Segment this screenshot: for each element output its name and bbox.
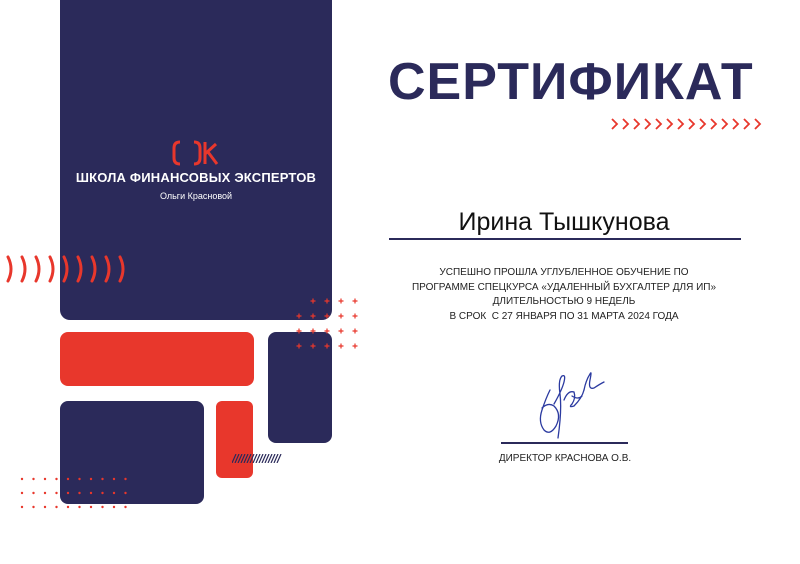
signature-line	[501, 442, 628, 444]
plus-pattern	[296, 298, 364, 354]
stripe-decoration	[232, 454, 282, 463]
school-subtitle: Ольги Красновой	[159, 191, 233, 201]
arc-decoration	[5, 254, 135, 284]
logo-ok-icon	[172, 140, 220, 166]
signature-icon	[528, 360, 608, 442]
chevron-arrows	[610, 116, 764, 132]
director-signature-label: ДИРЕКТОР КРАСНОВА О.В.	[498, 453, 632, 464]
body-line: В СРОК С 27 ЯНВАРЯ ПО 31 МАРТА 2024 ГОДА	[449, 310, 679, 322]
red-small-block	[216, 401, 253, 478]
body-line: УСПЕШНО ПРОШЛА УГЛУБЛЕННОЕ ОБУЧЕНИЕ ПО	[439, 267, 689, 278]
body-line: ПРОГРАММЕ СПЕЦКУРСА «УДАЛЕННЫЙ БУХГАЛТЕР ДЛЯ ИП»	[411, 281, 717, 293]
dot-pattern	[20, 476, 130, 512]
name-underline	[389, 238, 741, 240]
red-bar-decoration	[60, 332, 254, 386]
certificate-body	[388, 266, 740, 324]
school-name: ШКОЛА ФИНАНСОВЫХ ЭКСПЕРТОВ	[75, 170, 317, 185]
recipient-name: Ирина Тышкунова	[458, 208, 670, 236]
body-line: ДЛИТЕЛЬНОСТЬЮ 9 НЕДЕЛЬ	[492, 296, 636, 307]
certificate-title: СЕРТИФИКАТ	[388, 53, 754, 111]
school-logo-block	[60, 140, 332, 201]
